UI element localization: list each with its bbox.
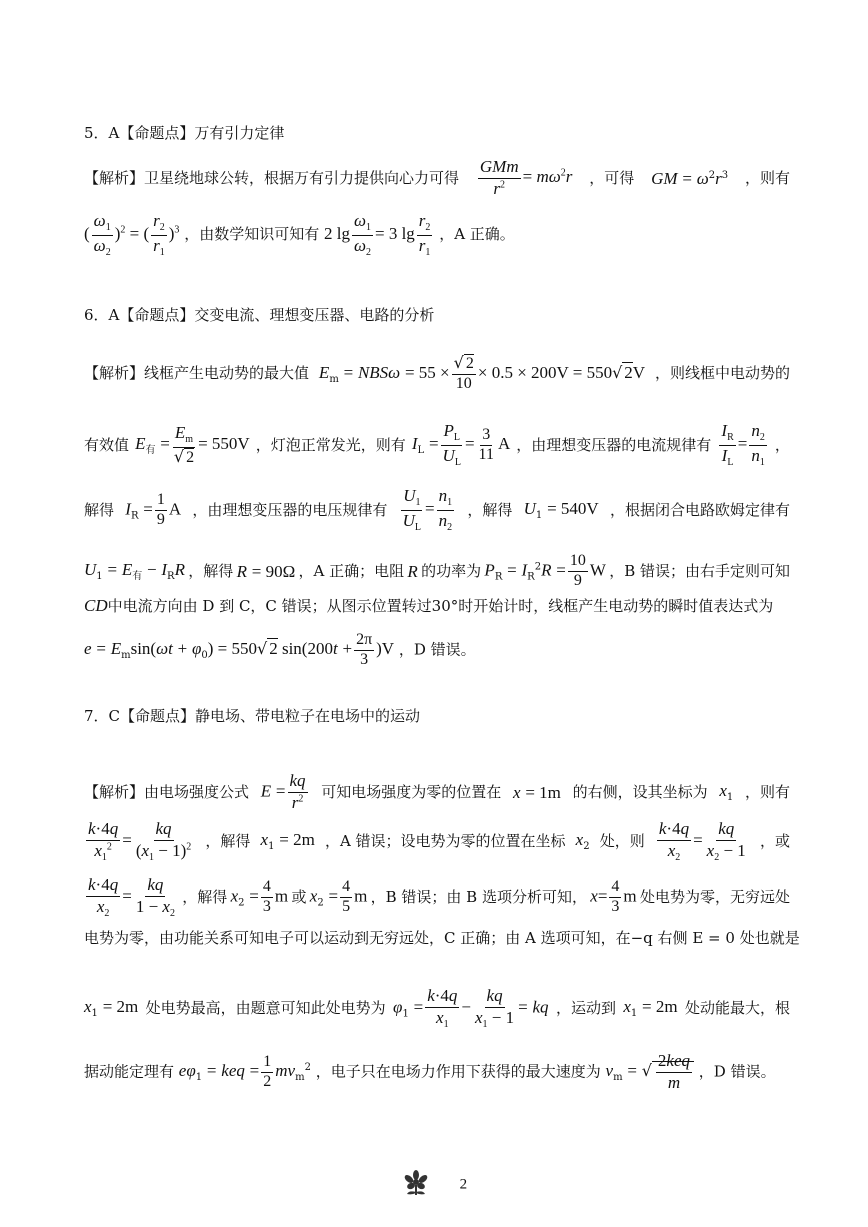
formula-emf-rms: $E_有$ = $\frac{E_m}{√ 2}$ = 550V	[135, 422, 250, 466]
formula-field: E = $\frac{kq}{r^2}$	[260, 771, 306, 812]
formula-log: 2 lg $\frac{\omega_1}{\omega_2}$ = 3 lg $\frac{r_2}{r_1}$	[323, 211, 431, 258]
formula-gravity: $\frac{\text{GMm}}{r^2}$ = $m\omega^2r$	[479, 157, 573, 198]
q6-line-5: CD中电流方向由 D 到 C，C 错误；从图示位置转过30°时开始计时，线框产生电动势的瞬时值表达式为	[84, 596, 774, 615]
formula-phi1: $\varphi_1$ = $\frac{k\cdot 4q}{x_1}$ − $\frac{kq}{x_1 - 1}$ = kq	[393, 986, 549, 1030]
page-footer	[0, 1168, 868, 1202]
q5-line-1: 【解析】卫星绕地球公转，根据万有引力提供向心力可得 $\frac{\text{GMm}}{r^2}$ = $m\omega^2r$ ，可得 GM = $\omega^2r^3$ ，则有	[84, 157, 790, 198]
formula-vmax: $v_m$ = √ $\frac{\text{2keq}}{m}$	[606, 1062, 694, 1080]
q5-line-2: ( $\frac{\omega_1}{\omega_2}$ )$^2$ = ( $\frac{r_2}{r_1}$ )$^3$ ，由数学知识可知有 2 lg $\frac{\omega_1}{\omega_2}$ = 3 lg $\frac{r_2}{r_1}$ ，A 正确。	[84, 211, 515, 258]
q7-heading: 7．C【命题点】静电场、带电粒子在电场中的运动	[84, 707, 421, 725]
q7-line-6: 据动能定理有 $e\varphi_1$ = keq = $\frac{1}{2}$ $mv_m^2$ ，电子只在电场力作用下获得的最大速度为 $v_m$ = √ $\frac{\text{2keq}}{m}$ ，D 错误。	[84, 1051, 776, 1092]
q6-heading: 6．A【命题点】交变电流、理想变压器、电路的分析	[84, 306, 435, 324]
q7-line-5: $x_1 = 2m$ 处电势最高，由题意可知此处电势为 $\varphi_1$ = $\frac{k\cdot 4q}{x_1}$ − $\frac{kq}{x_1 - 1}$ = kq ，运动到 $x_1 = 2m$ 处动能最大，根	[84, 986, 790, 1030]
formula-ir: $I_R$ = $\frac{1}{9}$ A	[125, 490, 182, 528]
q5-heading: 5．A【命题点】万有引力定律	[84, 124, 285, 142]
formula-kvl: $U_1 = E_有 - I_RR$	[84, 559, 185, 582]
formula-gm: GM = $\omega^2r^3$	[651, 168, 729, 188]
formula-x2-a: $x_2$ = $\frac{4}{3}$ m	[230, 878, 289, 916]
formula-energy: $e\varphi_1$ = keq = $\frac{1}{2}$ $mv_m^2$	[178, 1053, 311, 1090]
formula-potential-balance-1: $\frac{k\cdot 4q}{x_2}$ = $\frac{kq}{x_2 - 1}$	[658, 819, 746, 863]
page-number: 2	[459, 1176, 468, 1193]
formula-voltage-ratio: $\frac{U_1}{U_L}$ = $\frac{n_1}{n_2}$	[402, 486, 453, 533]
q6-line-6: $e = E_m\sin(\omega t + \varphi_0) = 550√$ 2 sin(200t + $\frac{2\pi}{3}$ )V ，D 错误。	[84, 631, 476, 668]
formula-u1: $U_1 = 540V$	[523, 498, 599, 521]
formula-ratio: ( $\frac{\omega_1}{\omega_2}$ )$^2$ = ( $\frac{r_2}{r_1}$ )$^3$	[84, 211, 180, 258]
q7-line-4: 电势为零，由功能关系可知电子可以运动到无穷远处，C 正确；由 A 选项可知，在−q 右侧 E = 0 处也就是	[84, 929, 800, 947]
formula-x-1m: x = 1m	[513, 782, 561, 802]
formula-x-43: x= $\frac{4}{3}$ m	[590, 878, 637, 916]
q6-line-3: 解得 $I_R$ = $\frac{1}{9}$ A ，由理想变压器的电压规律有 $\frac{U_1}{U_L}$ = $\frac{n_1}{n_2}$ ，解得 $U_1 = 540V$ ，根据闭合电路欧姆定律有	[84, 486, 790, 533]
formula-x1-2m: $x_1 = 2m$	[260, 830, 315, 853]
formula-r: R = 90Ω	[236, 561, 296, 581]
q6-line-2: 有效值 $E_有$ = $\frac{E_m}{√ 2}$ = 550V ，灯泡正常发光，则有 $I_L$ = $\frac{P_L}{U_L}$ = $\frac{3}{11}$ A ，由理想变压器的电流规律有 $\frac{I_R}{I_L}$ = $\frac{n_2}{n_1}$ ，	[84, 421, 790, 468]
symbol-r: R	[407, 561, 418, 581]
formula-potential-balance-2: $\frac{k\cdot 4q}{x_2}$ = $\frac{kq}{1 - x_2}$	[88, 875, 175, 919]
formula-emf-max: $E_m = NBS\omega = 55$ × $\frac{√ 2}{10}$ × 0.5 × 200V = 550√ 2V	[318, 353, 646, 392]
formula-field-balance: $\frac{k\cdot 4q}{x_1^2}$ = $\frac{kq}{(x_1 - 1)^2}$	[88, 819, 192, 863]
q7-line-1: 【解析】由电场强度公式 E = $\frac{kq}{r^2}$ 可知电场强度为零的位置在 x = 1m 的右侧，设其坐标为 $x_1$ ，则有	[84, 771, 790, 812]
q6-line-4: $U_1 = E_有 - I_RR$ ，解得 R = 90Ω ，A 正确；电阻 R 的功率为 $P_R = I_R^2R$ = $\frac{10}{9}$ W ，B 错误；由右手定则可知	[84, 552, 790, 589]
formula-instant-emf: $e = E_m\sin(\omega t + \varphi_0) = 550√$ 2 sin(200t + $\frac{2\pi}{3}$ )V	[84, 631, 395, 668]
q7-line-3: $\frac{k\cdot 4q}{x_2}$ = $\frac{kq}{1 - x_2}$ ，解得 $x_2$ = $\frac{4}{3}$ m 或 $x_2$ = $\frac{4}{5}$ m ，B 错误；由 B 选项分析可知， x= $\frac{4}{3}$ m 处电势为零，无穷远处	[84, 876, 790, 919]
q7-line-2: $\frac{k\cdot 4q}{x_1^2}$ = $\frac{kq}{(x_1 - 1)^2}$ ，解得 $x_1 = 2m$ ，A 错误；设电势为零的位置在坐标 $x_2$ 处，则 $\frac{k\cdot 4q}{x_2}$ = $\frac{kq}{x_2 - 1}$ ，或	[84, 820, 790, 863]
flower-logo-icon	[401, 1168, 431, 1202]
formula-power: $P_R = I_R^2R$ = $\frac{10}{9}$ W	[484, 552, 606, 589]
formula-x2-b: $x_2$ = $\frac{4}{5}$ m	[309, 878, 368, 916]
q6-line-1: 【解析】线框产生电动势的最大值 $E_m = NBS\omega = 55$ × $\frac{√ 2}{10}$ × 0.5 × 200V = 550√ 2V ，则线框中电动势的	[84, 353, 790, 392]
formula-il: $I_L$ = $\frac{P_L}{U_L}$ = $\frac{3}{11}$ A	[411, 421, 511, 468]
formula-current-ratio: $\frac{I_R}{I_L}$ = $\frac{n_2}{n_1}$	[721, 421, 765, 468]
